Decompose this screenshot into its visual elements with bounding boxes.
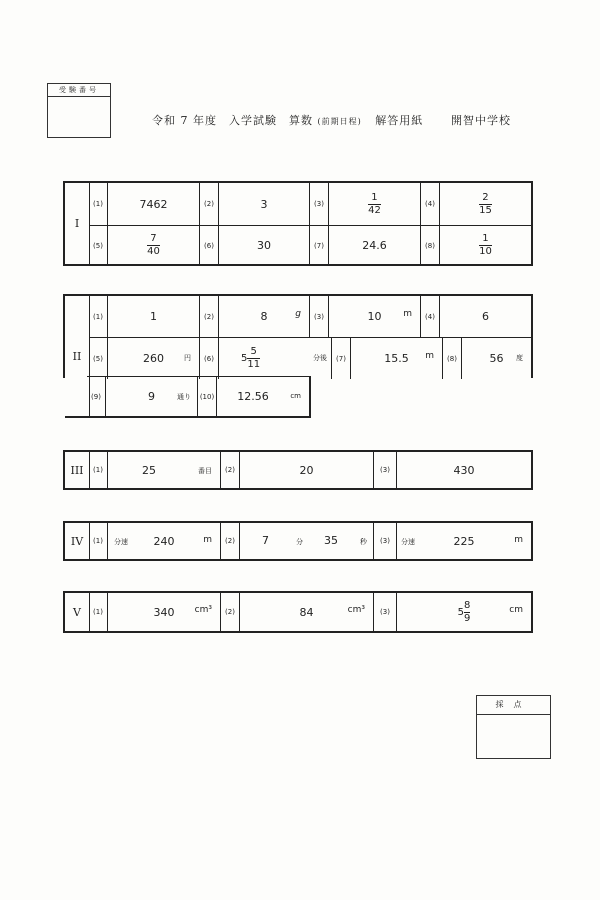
exam-number-box[interactable] [47, 83, 111, 138]
denominator: 42 [368, 204, 381, 216]
q-number: (1) [89, 452, 108, 488]
unit: m [425, 351, 434, 361]
answer-value: 30 [257, 239, 271, 252]
q-number: (3) [374, 452, 397, 488]
q-number: (2) [221, 452, 240, 488]
answer-cell[interactable] [462, 338, 531, 379]
answer-value: 56 [489, 352, 504, 365]
answer-cell[interactable] [240, 593, 374, 631]
q-number: (4) [421, 296, 440, 337]
score-label: 採点 [477, 696, 550, 715]
fraction [479, 233, 492, 258]
unit-prefix: 分速 [114, 538, 128, 546]
q-number: (10) [198, 377, 217, 416]
answer-value: 9 [148, 390, 155, 403]
q-number: (1) [89, 296, 108, 337]
unit-seconds: 秒 [360, 538, 367, 546]
answer-value: 15.5 [384, 352, 409, 365]
q-number: (3) [310, 296, 329, 337]
answer-cell[interactable] [329, 183, 421, 225]
answer-cell[interactable] [219, 183, 310, 225]
unit: m [403, 309, 412, 319]
answer-value: 12.56 [237, 390, 269, 403]
q-number: (3) [374, 593, 397, 631]
q-number: (7) [332, 338, 351, 379]
section-5-grid [63, 591, 533, 633]
q-number: (5) [89, 338, 108, 379]
answer-value: 6 [482, 310, 489, 323]
q-number: (1) [89, 523, 108, 559]
section-2-row-2 [89, 337, 531, 379]
answer-value: 225 [453, 534, 475, 548]
section-2-row-3 [87, 376, 311, 418]
mixed-whole: 5 [457, 606, 464, 618]
unit: 円 [184, 354, 191, 362]
answer-value: 8 [260, 310, 268, 323]
answer-cell[interactable] [108, 183, 200, 225]
section-2-row-1 [89, 296, 531, 337]
answer-value: 430 [453, 463, 475, 477]
section-1-row-2 [89, 225, 531, 265]
fraction [479, 192, 492, 217]
answer-cell[interactable] [440, 226, 531, 265]
section-4-label: IV [65, 523, 90, 559]
denominator: 9 [464, 612, 471, 624]
answer-cell[interactable] [397, 452, 531, 488]
answer-cell[interactable] [397, 593, 531, 631]
denominator: 10 [479, 246, 492, 257]
section-3-grid [63, 450, 533, 490]
section-1-label: I [65, 183, 90, 264]
answer-value: 25 [142, 463, 156, 477]
answer-cell[interactable] [219, 296, 310, 337]
section-1-grid [63, 181, 533, 266]
answer-cell[interactable] [440, 183, 531, 225]
q-number: (1) [89, 593, 108, 631]
answer-cell[interactable] [351, 338, 443, 379]
unit: 通り [177, 393, 191, 401]
numerator: 5 [250, 346, 257, 357]
unit: g [295, 309, 301, 319]
answer-cell[interactable] [240, 523, 374, 559]
answer-value: 260 [143, 352, 164, 365]
q-number: (4) [421, 183, 440, 225]
school-name: 開智中学校 [451, 114, 511, 127]
answer-value: 10 [367, 310, 382, 323]
q-number: (2) [221, 523, 240, 559]
answer-cell[interactable] [108, 338, 200, 379]
answer-cell[interactable] [219, 226, 310, 265]
q-number: (3) [310, 183, 329, 225]
answer-value: 240 [153, 534, 175, 548]
section-4-row [89, 523, 531, 559]
answer-cell[interactable] [106, 377, 198, 416]
unit: m [514, 535, 523, 545]
answer-cell[interactable] [329, 226, 421, 265]
answer-cell[interactable] [108, 226, 200, 265]
denominator: 40 [147, 246, 160, 257]
answer-value: 20 [299, 463, 314, 477]
answer-value: 3 [260, 197, 268, 211]
answer-cell[interactable] [329, 296, 421, 337]
answer-cell[interactable] [240, 452, 374, 488]
mixed-whole: 5 [241, 353, 248, 364]
q-number: (9) [87, 377, 106, 416]
title-sheet: 解答用紙 [375, 114, 424, 127]
q-number: (1) [89, 183, 108, 225]
unit: 番目 [198, 467, 212, 475]
unit: m [203, 535, 212, 545]
q-number: (7) [310, 226, 329, 265]
q-number: (8) [443, 338, 462, 379]
section-1-row-1 [89, 183, 531, 225]
unit: cm [509, 605, 523, 615]
numerator: 2 [482, 191, 489, 203]
section-2-row-3-inner [87, 377, 309, 416]
numerator: 7 [150, 233, 157, 244]
q-number: (2) [200, 296, 219, 337]
score-box[interactable] [476, 695, 551, 759]
denominator: 15 [479, 204, 492, 216]
section-3-label: III [65, 452, 90, 488]
fraction [147, 233, 160, 258]
answer-cell[interactable] [440, 296, 531, 337]
page-title [152, 112, 423, 128]
answer-cell[interactable] [108, 523, 221, 559]
answer-cell[interactable] [219, 338, 332, 379]
unit-prefix: 分速 [401, 538, 415, 546]
unit: 分後 [313, 354, 327, 362]
unit: 度 [516, 354, 523, 362]
q-number: (2) [221, 593, 240, 631]
answer-value: 84 [299, 605, 314, 619]
answer-value: 340 [153, 605, 175, 619]
fraction [464, 600, 470, 625]
q-number: (5) [89, 226, 108, 265]
section-2-roman: II [72, 349, 82, 363]
answer-cell[interactable] [397, 523, 531, 559]
fraction [247, 346, 260, 371]
answer-value: 1 [150, 310, 157, 323]
q-number: (6) [200, 338, 219, 379]
answer-value: 24.6 [362, 239, 387, 252]
answer-cell[interactable] [108, 296, 200, 337]
q-number: (6) [200, 226, 219, 265]
answer-cell[interactable] [217, 377, 309, 416]
unit-minutes: 分 [296, 538, 303, 546]
numerator: 8 [464, 599, 471, 611]
answer-cell[interactable] [108, 452, 221, 488]
unit: cm [290, 392, 301, 400]
answer-value: 7462 [139, 197, 168, 211]
numerator: 1 [482, 233, 489, 244]
title-session: (前期日程) [317, 117, 362, 126]
denominator: 11 [247, 359, 261, 370]
section-5-row [89, 593, 531, 631]
section-4-grid [63, 521, 533, 561]
answer-seconds: 35 [324, 534, 338, 547]
answer-minutes: 7 [262, 534, 269, 547]
title-main: 令和 7 年度 入学試験 算数 [152, 114, 313, 127]
unit: cm³ [347, 605, 365, 615]
q-number: (3) [374, 523, 397, 559]
section-5-label: V [65, 593, 90, 631]
answer-cell[interactable] [108, 593, 221, 631]
q-number: (2) [200, 183, 219, 225]
section-2-grid [63, 294, 533, 378]
numerator: 1 [371, 191, 378, 203]
q-number: (8) [421, 226, 440, 265]
section-3-row [89, 452, 531, 488]
fraction [368, 192, 381, 217]
exam-number-label: 受験番号 [48, 84, 110, 97]
unit: cm³ [194, 605, 212, 615]
